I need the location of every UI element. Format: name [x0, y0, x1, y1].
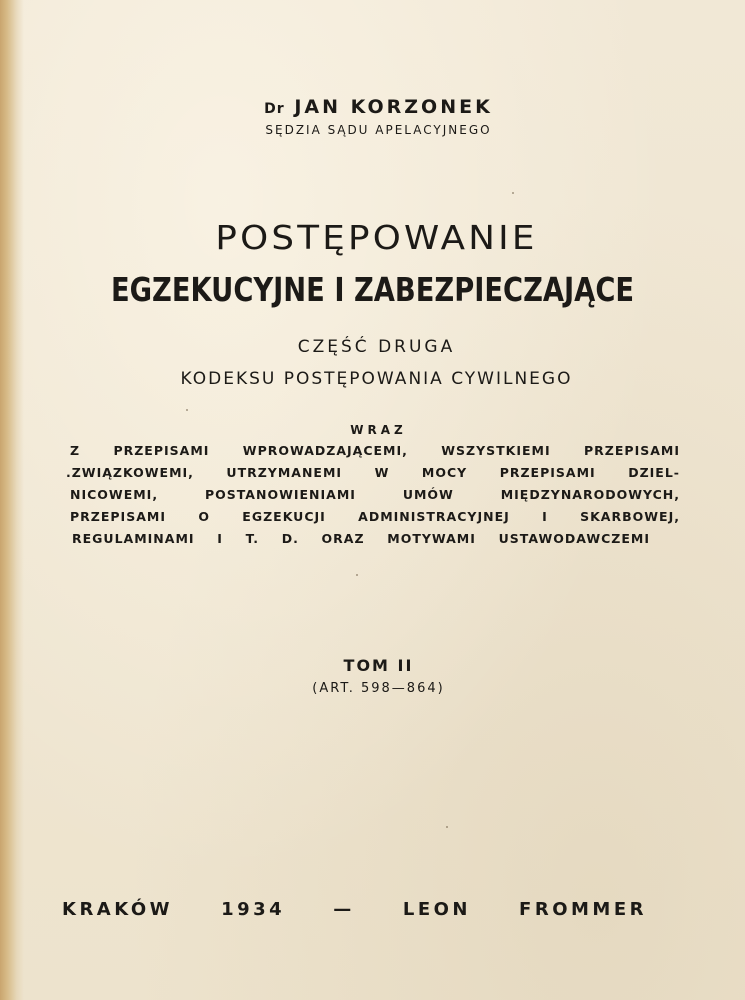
- description-line: PRZEPISAMI O EGZEKUCJI ADMINISTRACYJNEJ I SKARBOWEJ,: [70, 509, 680, 524]
- author-name: JAN KORZONEK: [294, 96, 493, 118]
- description-line: Z PRZEPISAMI WPROWADZAJĄCEMI, WSZYSTKIEMI PRZEPISAMI: [70, 443, 680, 458]
- paper-speck: [446, 826, 448, 828]
- subtitle-line-1: CZĘŚĆ DRUGA: [297, 337, 456, 357]
- paper-speck: [356, 574, 358, 576]
- title-line-2: EGZEKUCYJNE I ZABEZPIECZAJĄCE: [110, 270, 635, 309]
- description-line: NICOWEMI, POSTANOWIENIAMI UMÓW MIĘDZYNARODOWYCH,: [70, 487, 680, 502]
- page-edge: [0, 0, 24, 1000]
- wraz-label: WRAZ: [350, 423, 407, 437]
- title-line-1: POSTĘPOWANIE: [215, 218, 538, 257]
- description-line: REGULAMINAMI I T. D. ORAZ MOTYWAMI USTAWODAWCZEMI: [72, 531, 650, 546]
- subtitle-line-2: KODEKSU POSTĘPOWANIA CYWILNEGO: [180, 369, 573, 389]
- imprint: KRAKÓW 1934 — LEON FROMMER: [62, 899, 647, 920]
- volume-label: TOM II: [343, 656, 414, 675]
- author-role: SĘDZIA SĄDU APELACYJNEGO: [265, 123, 492, 137]
- articles-range: (ART. 598—864): [312, 681, 445, 696]
- paper-speck: [512, 192, 514, 194]
- author-prefix: Dr: [264, 101, 285, 117]
- paper-speck: [186, 409, 188, 411]
- author: [6, 96, 745, 118]
- description-line: .ZWIĄZKOWEMI, UTRZYMANEMI W MOCY PRZEPISAMI DZIEL-: [66, 465, 680, 480]
